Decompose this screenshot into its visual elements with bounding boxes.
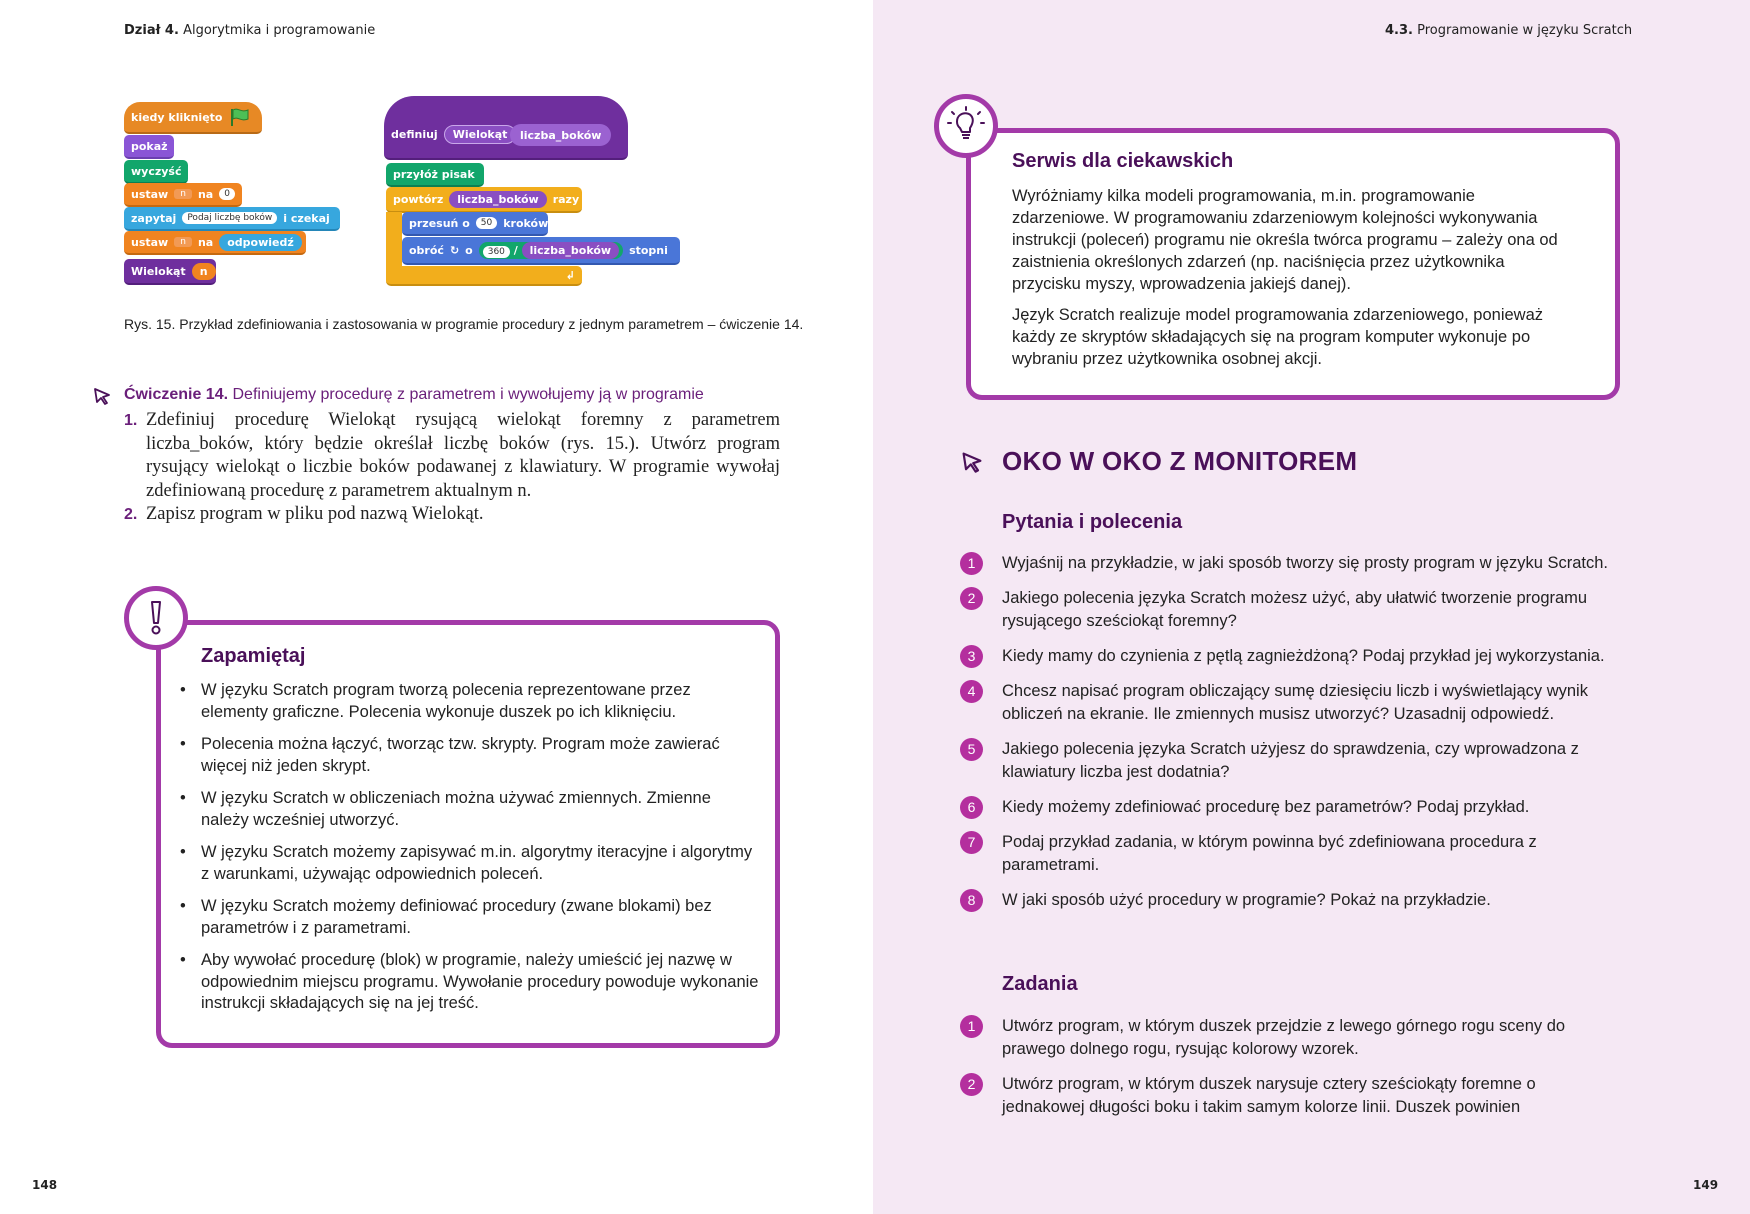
number-badge: 4 [960, 680, 983, 703]
left-page [0, 0, 873, 1214]
exercise-item: 1. Zdefiniuj procedurę Wielokąt rysującą wielokąt foremny z parametrem liczba_boków, który będzie określał liczbę boków (rys. 15.). Utwórz program rysujący wielokąt o liczbie boków podawanej z klawiatury. W programie wywołaj zdefiniowaną procedurę z parametrem aktualnym n. [124, 410, 780, 501]
questions-title: Pytania i polecenia [1002, 511, 1183, 533]
exercise-item: 2. Zapisz program w pliku pod nazwą Wielokąt. [124, 504, 484, 524]
turn-block: obróć ↻ o 360 / liczba_boków stopni [402, 237, 680, 265]
number-badge: 8 [960, 889, 983, 912]
questions-list [960, 552, 1620, 924]
question-item: 2 Jakiego polecenia języka Scratch możesz użyć, aby ułatwić tworzenie programu rysującego sześciokąt foremny? [960, 587, 1620, 633]
question-item: 3 Kiedy mamy do czynienia z pętlą zagnieżdżoną? Podaj przykład jej wykorzystania. [960, 645, 1620, 668]
set-var-answer-block: ustaw n na odpowiedź [124, 231, 306, 255]
list-item: • Aby wywołać procedurę (blok) w programie, należy umieścić jej nazwę w odpowiednim miejscu programu. Wywołanie procedury powoduje wykonanie instrukcji składających się na jej treść. [180, 950, 760, 1015]
question-item: 1 Wyjaśnij na przykładzie, w jaki sposób tworzy się prosty program w języku Scratch. [960, 552, 1620, 575]
loop-arrow-icon: ↲ [565, 268, 575, 282]
section-title: OKO W OKO Z MONITOREM [1002, 446, 1358, 476]
define-param: liczba_boków [510, 124, 611, 146]
pen-down-block: przyłóż pisak [386, 163, 484, 187]
question-item: 6 Kiedy możemy zdefiniować procedurę bez parametrów? Podaj przykład. [960, 796, 1620, 819]
when-flag-clicked-block: kiedy kliknięto [124, 102, 262, 134]
number-badge: 2 [960, 587, 983, 610]
number-badge: 1 [960, 1015, 983, 1038]
exclamation-badge [124, 586, 188, 650]
exclamation-icon [145, 599, 167, 637]
question-item: 7 Podaj przykład zadania, w którym powinna być zdefiniowana procedura z parametrami. [960, 831, 1620, 877]
var-dropdown: n [174, 189, 192, 199]
lightbulb-badge [934, 94, 998, 158]
repeat-end [386, 266, 582, 286]
remember-list [180, 680, 760, 1026]
ask-and-wait-block: zapytaj Podaj liczbę boków i czekaj [124, 207, 340, 231]
figure-caption: Rys. 15. Przykład zdefiniowania i zastosowania w programie procedury z jednym parametrem – ćwiczenie 14. [124, 316, 804, 332]
list-item: • W języku Scratch możemy definiować procedury (zwane blokami) bez parametrów i z parametrami. [180, 896, 760, 939]
number-badge: 5 [960, 738, 983, 761]
repeat-arm [386, 212, 402, 272]
running-head-left: Dział 4. Algorytmika i programowanie [124, 23, 376, 38]
question-item: 4 Chcesz napisać program obliczający sumę dziesięciu liczb i wyświetlający wynik obliczeń na ekranie. Ile zmiennych musisz utworzyć? Uzasadnij odpowiedź. [960, 680, 1620, 726]
running-head-right: 4.3. Programowanie w języku Scratch [1385, 23, 1633, 38]
number-badge: 1 [960, 552, 983, 575]
task-item: 1 Utwórz program, w którym duszek przejdzie z lewego górnego rogu sceny do prawego dolnego rogu, rysując kolorowy wzorek. [960, 1015, 1620, 1061]
number-badge: 6 [960, 796, 983, 819]
number-badge: 3 [960, 645, 983, 668]
page-number-right: 149 [1693, 1178, 1719, 1192]
cursor-icon [92, 386, 112, 406]
lightbulb-icon [946, 106, 986, 146]
clear-block: wyczyść [124, 160, 188, 184]
paragraph: Język Scratch realizuje model programowania zdarzeniowego, ponieważ każdy ze skryptów składających się na program komputer wykonuje po wybraniu przez użytkownika osobnej akcji. [1012, 306, 1544, 368]
list-item: • W języku Scratch możemy zapisywać m.in. algorytmy iteracyjne i algorytmy z warunkami, używając odpowiednich poleceń. [180, 842, 760, 885]
curious-text [1012, 185, 1572, 379]
number-badge: 7 [960, 831, 983, 854]
cursor-icon [960, 450, 984, 474]
exercise-heading: Ćwiczenie 14. Definiujemy procedurę z parametrem i wywołujemy ją w programie [124, 386, 704, 403]
list-item: • W języku Scratch program tworzą polecenia reprezentowane przez elementy graficzne. Polecenia wykonuje duszek po ich kliknięciu. [180, 680, 760, 723]
question-item: 5 Jakiego polecenia języka Scratch użyjesz do sprawdzenia, czy wprowadzona z klawiatury liczba jest dodatnia? [960, 738, 1620, 784]
curious-title: Serwis dla ciekawskich [1012, 150, 1234, 172]
tasks-list [960, 1015, 1620, 1131]
define-block: definiuj Wielokąt [384, 96, 628, 160]
paragraph: Wyróżniamy kilka modeli programowania, m.in. programowanie zdarzeniowe. W programowaniu zdarzeniowym kolejności wykonywania instrukcji (poleceń) programu nie określa twórca programu – zależy ona od zaistnienia określonych zdarzeń (np. naciśnięcia przez użytkownika przycisku myszy, wprowadzenia jakiejś danej). [1012, 187, 1558, 293]
show-block: pokaż [124, 135, 174, 159]
task-item: 2 Utwórz program, w którym duszek narysuje cztery sześciokąty foremne o jednakowej długości boku i takim samym kolorze linii. Duszek powinien [960, 1073, 1620, 1119]
tasks-title: Zadania [1002, 973, 1078, 995]
number-badge: 2 [960, 1073, 983, 1096]
green-flag-icon [228, 107, 250, 127]
set-var-block: ustaw n na 0 [124, 183, 242, 207]
polygon-call-block: Wielokąt n [124, 259, 216, 285]
exercise-list [124, 409, 780, 527]
list-item: • W języku Scratch w obliczeniach można używać zmiennych. Zmienne należy wcześniej utworzyć. [180, 788, 760, 831]
move-block: przesuń o 50 kroków [402, 212, 548, 236]
repeat-block: powtórz liczba_boków razy [386, 187, 582, 213]
page-number-left: 148 [32, 1178, 58, 1192]
list-item: • Polecenia można łączyć, tworząc tzw. skrypty. Program może zawierać więcej niż jeden skrypt. [180, 734, 760, 777]
rotate-right-icon: ↻ [449, 243, 460, 257]
question-item: 8 W jaki sposób użyć procedury w programie? Pokaż na przykładzie. [960, 889, 1620, 912]
remember-title: Zapamiętaj [201, 645, 306, 667]
